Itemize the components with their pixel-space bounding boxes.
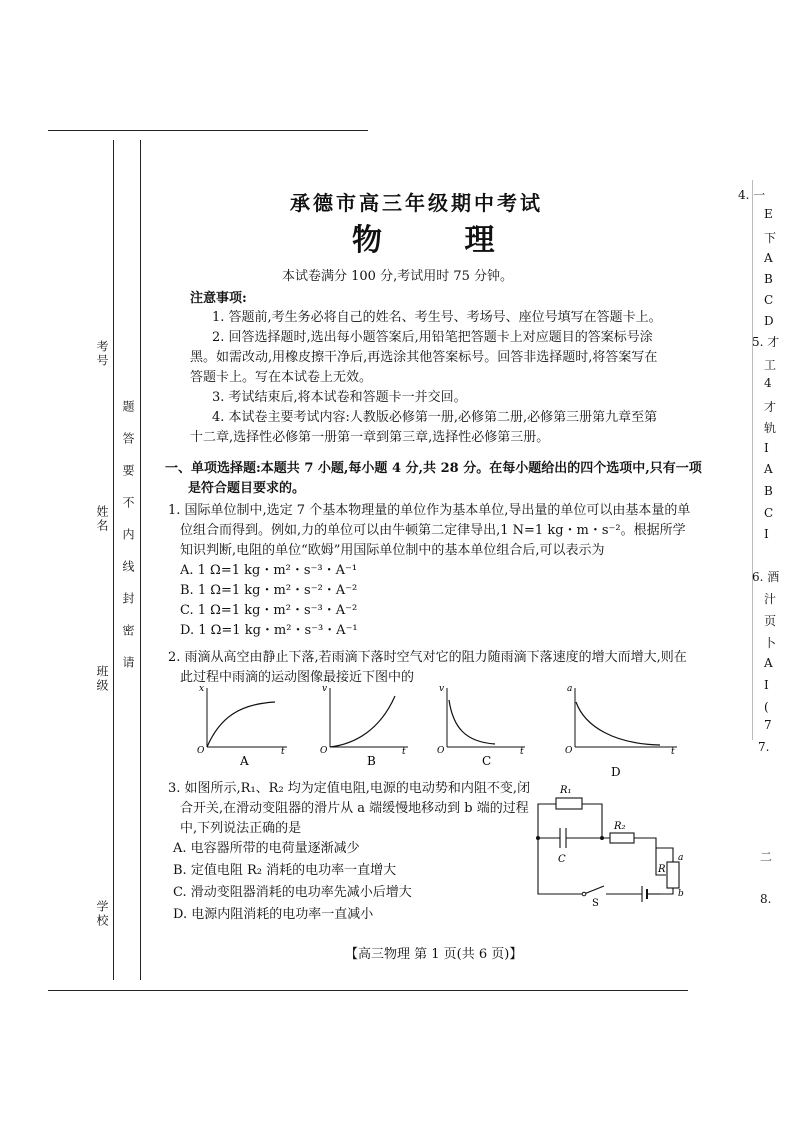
junction-dot [536,836,540,840]
next-page-fragment: 7 [764,718,772,732]
next-page-fragment: 4. 一 [738,188,766,202]
q3-option-c: C. 滑动变阻器消耗的电功率先减小后增大 [173,885,412,900]
graph-d-origin: O [565,746,573,756]
q3-option-a: A. 电容器所带的电荷量逐渐减少 [173,841,360,856]
binding-line-left [113,140,114,980]
next-page-fragment: E [764,207,773,221]
next-page-fragment: C [764,293,774,307]
graph-c-yaxis: v [439,684,445,694]
next-page-fragment: 二 [760,850,773,864]
next-page-fragment: I [764,441,769,455]
q1-option-a: A. 1 Ω=1 kg・m²・s⁻³・A⁻¹ [180,563,358,578]
next-page-fragment: B [764,484,773,498]
q1-option-b: B. 1 Ω=1 kg・m²・s⁻²・A⁻² [180,583,358,598]
label-r2: R₂ [614,821,626,832]
junction-dot [600,836,604,840]
notice-heading-text: 注意事项: [190,291,247,306]
next-page-fragment: 4 [764,376,772,390]
next-page-edge [752,180,753,740]
switch-contact [582,892,586,896]
next-page-fragment: 工 [764,358,777,372]
graph-b-letter: B [367,754,376,768]
q3-option-b: B. 定值电阻 R₂ 消耗的电功率一直增大 [173,863,397,878]
curve-b [330,696,395,747]
next-page-fragment: 页 [764,614,777,628]
label-r: R [658,864,666,875]
next-page-fragment: 下 [764,231,777,245]
label-c: C [558,854,566,865]
label-school: 学校 [95,900,109,928]
next-page-fragment: I [764,678,769,692]
section1-heading: 一、单项选择题:本题共 7 小题,每小题 4 分,共 28 分。在每小题给出的四个选项中,只有一项 [165,461,702,476]
curve-d [576,702,660,745]
graph-a-origin: O [197,746,205,756]
label-name: 姓名 [95,505,109,533]
notice-line: 4. 本试卷主要考试内容:人教版必修第一册,必修第二册,必修第三册第九章至第 [212,410,658,425]
q3-text: 中,下列说法正确的是 [180,821,302,836]
notice-line: 十二章,选择性必修第一册第一章到第三章,选择性必修第三册。 [190,430,550,445]
seal-char: 密 [121,624,135,638]
q1-option-c: C. 1 Ω=1 kg・m²・s⁻³・A⁻² [180,603,358,618]
graph-d-yaxis: a [567,684,573,694]
next-page-fragment: 7. [758,740,770,754]
seal-char: 线 [121,560,135,574]
exam-meta: 本试卷满分 100 分,考试用时 75 分钟。 [282,269,514,284]
next-page-fragment: I [764,527,769,541]
seal-char: 封 [121,592,135,606]
q3-text: 3. 如图所示,R₁、R₂ 均为定值电阻,电源的电动势和内阻不变,闭 [168,781,531,796]
next-page-fragment: 汁 [764,592,777,606]
next-page-fragment: A [764,462,773,476]
next-page-fragment: 才 [764,400,777,414]
label-r1: R₁ [560,785,572,796]
q1-text: 位组合而得到。例如,力的单位可以由牛顿第二定律导出,1 N=1 kg・m・s⁻²。根据所学 [180,523,686,538]
next-page-fragment: B [764,272,773,286]
graph-d-xaxis: t [671,747,675,757]
binding-line-right [140,140,141,980]
seal-char: 内 [121,528,135,542]
exam-title: 承德市高三年级期中考试 [290,191,543,215]
next-page-fragment: ( [764,700,769,714]
rheostat-r [667,862,679,888]
next-page-fragment: 6. 酒 [752,570,780,584]
notice-heading [190,288,247,309]
graph-c-letter: C [482,754,492,768]
label-s: S [592,898,599,908]
q1-option-d: D. 1 Ω=1 kg・m²・s⁻³・A⁻¹ [180,623,358,638]
next-page-fragment: D [764,314,774,328]
q2-text: 2. 雨滴从高空由静止下落,若雨滴下落时空气对它的阻力随雨滴下落速度的增大而增大,则在 [168,650,687,665]
seal-char: 不 [121,496,135,510]
label-a: a [678,853,684,863]
bottom-border-line [48,990,688,991]
graph-a-yaxis: x [199,684,205,694]
curve-a [207,702,275,747]
subject-title: 物 理 [352,223,531,258]
label-b: b [678,889,684,899]
curve-c [449,700,495,744]
q2-graphs [195,682,695,777]
notice-line: 1. 答题前,考生务必将自己的姓名、考生号、考场号、座位号填写在答题卡上。 [212,310,662,325]
notice-line: 黑。如需改动,用橡皮擦干净后,再选涂其他答案标号。回答非选择题时,将答案写在 [190,350,658,365]
seal-char: 要 [121,464,135,478]
q3-text: 合开关,在滑动变阻器的滑片从 a 端缓慢地移动到 b 端的过程 [180,801,529,816]
graph-a-letter: A [240,754,249,768]
resistor-r1 [556,798,582,809]
section1-heading-cont: 是符合题目要求的。 [188,481,306,496]
next-page-fragment: 5. 才 [752,335,780,349]
graph-c-xaxis: t [520,747,524,757]
next-page-fragment: 8. [760,892,772,906]
switch-s [584,886,604,894]
q2-text: 此过程中雨滴的运动图像最接近下图中的 [180,670,415,685]
q1-text: 1. 国际单位制中,选定 7 个基本物理量的单位作为基本单位,导出量的单位可以由基本量的单 [168,503,691,518]
notice-line: 3. 考试结束后,将本试卷和答题卡一并交回。 [212,390,467,405]
graph-d-letter: D [611,765,621,777]
graph-c [437,684,525,768]
graph-b-xaxis: t [402,747,406,757]
label-exam-number: 考号 [95,340,109,368]
next-page-fragment: A [764,656,773,670]
graph-d [565,684,677,777]
graph-a [197,684,287,768]
graph-b [320,684,408,768]
next-page-fragment: 轨 [764,421,777,435]
q3-circuit-diagram [530,778,690,908]
seal-text-column [120,400,136,688]
graph-b-origin: O [320,746,328,756]
seal-char: 请 [121,656,135,670]
graph-a-xaxis: t [281,747,285,757]
next-page-fragment: A [764,251,773,265]
notice-line: 答题卡上。写在本试卷上无效。 [190,370,373,385]
resistor-r2 [610,833,634,843]
label-class: 班级 [95,665,109,693]
page-footer: 【高三物理 第 1 页(共 6 页)】 [345,947,523,962]
graph-b-yaxis: v [322,684,328,694]
notice-line: 2. 回答选择题时,选出每小题答案后,用铅笔把答题卡上对应题目的答案标号涂 [212,330,653,345]
next-page-fragment: 卜 [764,636,777,650]
q3-option-d: D. 电源内阻消耗的电功率一直减小 [173,907,374,922]
seal-char: 题 [121,400,135,414]
top-border-line [48,130,368,131]
seal-char: 答 [121,432,135,446]
graph-c-origin: O [437,746,445,756]
next-page-fragment: C [764,506,774,520]
q1-text: 知识判断,电阻的单位“欧姆”用国际单位制中的基本单位组合后,可以表示为 [180,543,605,558]
